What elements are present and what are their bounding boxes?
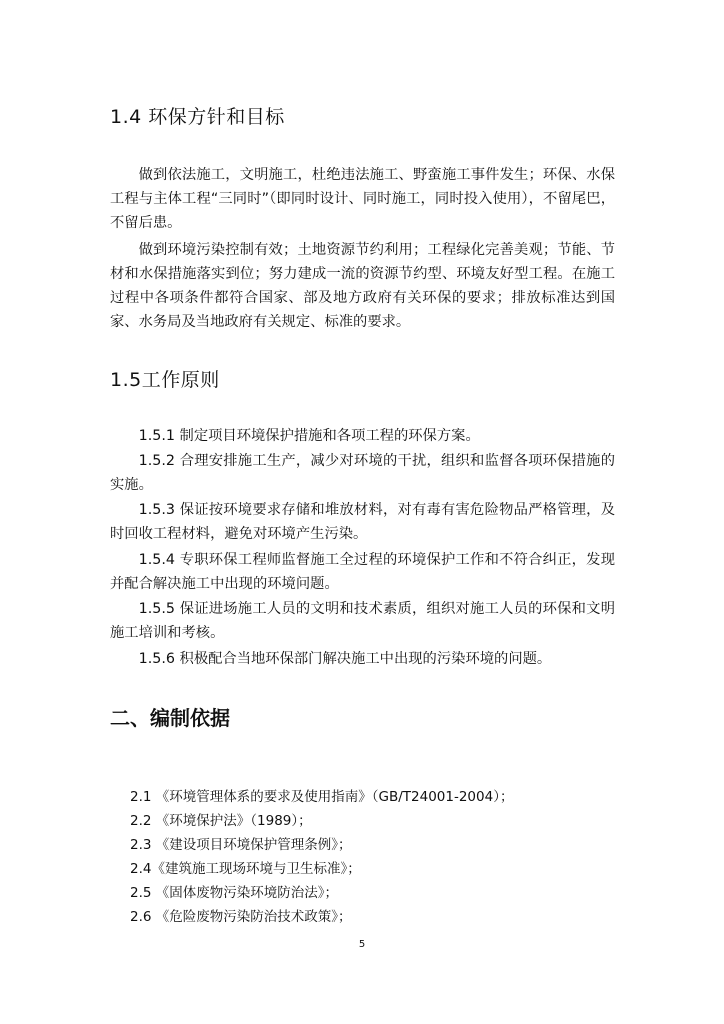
paragraph: 做到依法施工，文明施工，杜绝违法施工、野蛮施工事件发生；环保、水保工程与主体工程“三同时”（即同时设计、同时施工，同时投入使用），不留尾巴，不留后患。 (110, 167, 615, 231)
reference-item: 2.1 《环境管理体系的要求及使用指南》（GB/T24001-2004）； (130, 789, 514, 805)
principle-item: 1.5.6 积极配合当地环保部门解决施工中出现的污染环境的问题。 (138, 651, 552, 667)
principle-item: 1.5.4 专职环保工程师监督施工全过程的环境保护工作和不符合纠正，发现并配合解决施工中出现的环境问题。 (110, 552, 615, 592)
section-heading-1-5: 1.5工作原则 (110, 369, 220, 391)
principle-item: 1.5.3 保证按环境要求存储和堆放材料，对有毒有害危险物品严格管理，及时回收工程材料，避免对环境产生污染。 (110, 502, 615, 542)
reference-item: 2.5 《固体废物污染环境防治法》； (130, 885, 339, 901)
reference-item: 2.6 《危险废物污染防治技术政策》； (130, 909, 352, 925)
page-number: 5 (358, 939, 366, 950)
principle-item: 1.5.1 制定项目环境保护措施和各项工程的环保方案。 (138, 428, 480, 444)
paragraph: 做到环境污染控制有效；土地资源节约利用；工程绿化完善美观；节能、节材和水保措施落实到位；努力建成一流的资源节约型、环境友好型工程。在施工过程中各项条件都符合国家、部及地方政府有关环保的要求；排放标准达到国家、水务局及当地政府有关规定、标准的要求。 (110, 242, 615, 330)
principle-item: 1.5.2 合理安排施工生产，减少对环境的干扰，组织和监督各项环保措施的实施。 (110, 453, 615, 493)
section-heading-1-4: 1.4 环保方针和目标 (110, 106, 285, 128)
principle-item: 1.5.5 保证进场施工人员的文明和技术素质，组织对施工人员的环保和文明施工培训和考核。 (110, 601, 615, 641)
reference-item: 2.2 《环境保护法》（1989）； (130, 813, 312, 829)
section-heading-2: 二、编制依据 (110, 706, 230, 730)
reference-item: 2.3 《建设项目环境保护管理条例》； (130, 837, 352, 853)
reference-item: 2.4《建筑施工现场环境与卫生标准》； (130, 861, 361, 877)
